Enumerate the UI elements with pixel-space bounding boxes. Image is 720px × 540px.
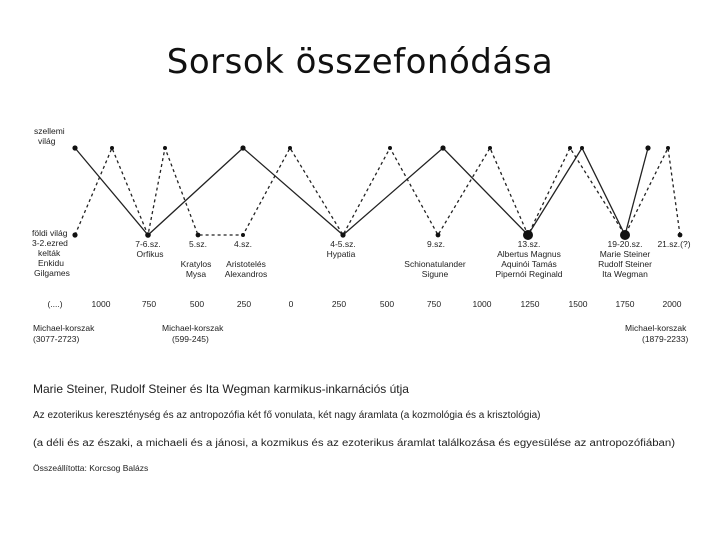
node <box>568 146 572 150</box>
axis-label: (....) <box>47 299 63 309</box>
axis-label: 1500 <box>568 299 588 309</box>
dashed-stream-line <box>75 148 680 235</box>
period-label: 21.sz.(?) <box>657 239 691 249</box>
node <box>240 145 245 150</box>
axis-label: 0 <box>288 299 294 309</box>
axis-label: 1000 <box>91 299 111 309</box>
node <box>72 145 77 150</box>
spiritual-world-label: szellemi világ <box>34 126 65 146</box>
period-label: 5.sz. Kratylos Mysa <box>180 239 212 279</box>
axis-label: 750 <box>141 299 157 309</box>
period-label: 13.sz. Albertus Magnus Aquinói Tamás Pipernói Reginald <box>495 239 563 279</box>
era-label: Michael-korszak (3077-2723) <box>33 323 95 344</box>
axis-label: 250 <box>236 299 252 309</box>
solid-stream-line <box>75 148 648 235</box>
time-axis <box>47 299 681 309</box>
node <box>72 232 77 237</box>
node <box>288 146 292 150</box>
earthly-world-nodes <box>72 230 682 240</box>
node <box>678 233 683 238</box>
earthly-world-label: földi világ 3-2.ezred kelták Enkidu Gilgames <box>32 228 70 278</box>
caption-line: Az ezoterikus kereszténység és az antropozófia két fő vonulata, két nagy áramlata (a kozmológia és a krisztológia) <box>33 410 541 421</box>
era-label: Michael-korszak (599-245) <box>162 323 224 344</box>
axis-label: 500 <box>189 299 205 309</box>
node <box>241 233 245 237</box>
slide-title: Sorsok összefonódása <box>166 42 554 82</box>
node <box>645 145 650 150</box>
node <box>110 146 114 150</box>
caption-line: (a déli és az északi, a michaeli és a jánosi, a kozmikus és az ezoterikus áramlat találkozása és egyesülése az antropozófiában) <box>33 438 675 449</box>
caption-credit: Összeállította: Korcsog Balázs <box>33 463 149 473</box>
node <box>666 146 670 150</box>
node <box>145 232 151 238</box>
node <box>163 146 167 150</box>
axis-label: 500 <box>379 299 395 309</box>
node <box>196 233 201 238</box>
karmic-incarnation-diagram <box>0 100 720 480</box>
era-label: Michael-korszak (1879-2233) <box>625 323 689 344</box>
node <box>436 233 441 238</box>
node <box>580 146 584 150</box>
axis-label: 2000 <box>662 299 682 309</box>
period-label: 9.sz. Schionatulander Sigune <box>404 239 466 279</box>
axis-label: 750 <box>426 299 442 309</box>
caption-heading: Marie Steiner, Rudolf Steiner és Ita Wegman karmikus-inkarnációs útja <box>33 382 409 396</box>
period-label: 19-20.sz. Marie Steiner Rudolf Steiner Ita Wegman <box>598 239 652 279</box>
axis-label: 1250 <box>520 299 540 309</box>
period-label: 4.sz. Aristotelés Alexandros <box>224 239 268 279</box>
axis-label: 1750 <box>615 299 635 309</box>
period-label: 4-5.sz. Hypatia <box>326 239 356 259</box>
axis-label: 250 <box>331 299 347 309</box>
node <box>440 145 445 150</box>
period-label: 7-6.sz. Orfikus <box>135 239 164 259</box>
node <box>340 232 345 237</box>
node <box>488 146 492 150</box>
axis-label: 1000 <box>472 299 492 309</box>
node <box>388 146 392 150</box>
